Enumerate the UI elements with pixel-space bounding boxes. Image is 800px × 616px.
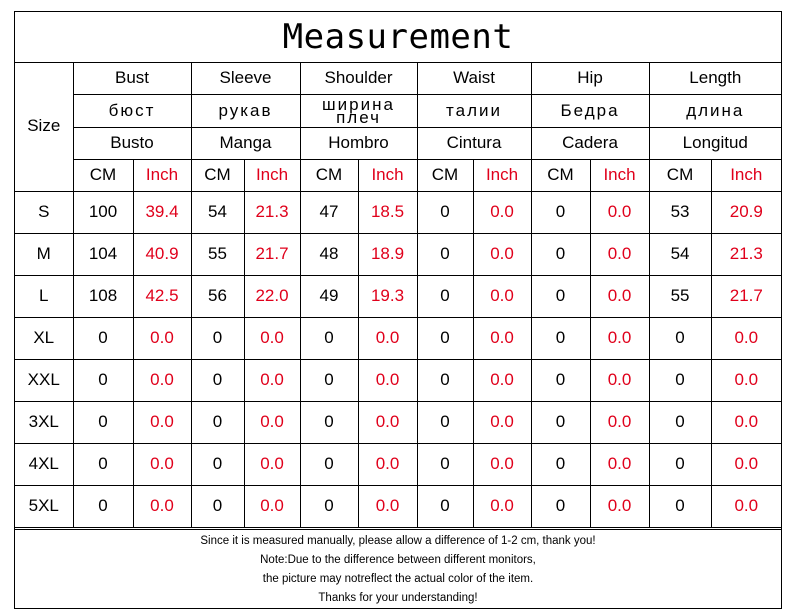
- inch-value-cell: 0.0: [473, 317, 531, 359]
- measurement-chart: [14, 11, 782, 609]
- column-header-waist-es: Cintura: [417, 127, 531, 159]
- inch-value-cell: 0.0: [133, 359, 191, 401]
- inch-value-cell: 0.0: [133, 401, 191, 443]
- inch-value-cell: 0.0: [133, 485, 191, 527]
- cm-value-cell: 0: [649, 485, 711, 527]
- cm-value-cell: 0: [531, 317, 590, 359]
- note-line: the picture may notreflect the actual color of the item.: [262, 572, 534, 585]
- notes-footer: [15, 529, 781, 609]
- inch-value-cell: 0.0: [711, 401, 781, 443]
- inch-value-cell: 0.0: [473, 191, 531, 233]
- column-header-hip-ru: Бедра: [531, 94, 649, 127]
- cm-value-cell: 54: [191, 191, 244, 233]
- inch-value-cell: 40.9: [133, 233, 191, 275]
- table-row: [15, 233, 781, 275]
- note-line: Since it is measured manually, please allow a difference of 1-2 cm, thank you!: [200, 534, 596, 547]
- cm-value-cell: 0: [300, 401, 358, 443]
- column-header-shoulder-ru: ширина плеч: [300, 94, 417, 127]
- size-label: XXL: [15, 359, 73, 401]
- inch-value-cell: 0.0: [473, 233, 531, 275]
- cm-value-cell: 0: [191, 317, 244, 359]
- inch-value-cell: 18.9: [358, 233, 417, 275]
- table-row: [15, 275, 781, 317]
- cm-value-cell: 0: [300, 317, 358, 359]
- unit-cm: CM: [300, 159, 358, 191]
- size-rows: [15, 191, 781, 527]
- inch-value-cell: 0.0: [711, 359, 781, 401]
- cm-value-cell: 0: [191, 359, 244, 401]
- inch-value-cell: 0.0: [590, 443, 649, 485]
- table-row: [15, 359, 781, 401]
- inch-value-cell: 0.0: [590, 485, 649, 527]
- table-row: [15, 191, 781, 233]
- inch-value-cell: 21.7: [244, 233, 300, 275]
- size-label: S: [15, 191, 73, 233]
- column-header-waist-en: Waist: [417, 62, 531, 94]
- inch-value-cell: 0.0: [711, 317, 781, 359]
- cm-value-cell: 104: [73, 233, 133, 275]
- inch-value-cell: 20.9: [711, 191, 781, 233]
- note-line: Thanks for your understanding!: [318, 591, 478, 604]
- cm-value-cell: 0: [73, 443, 133, 485]
- inch-value-cell: 0.0: [473, 275, 531, 317]
- cm-value-cell: 0: [531, 191, 590, 233]
- cm-value-cell: 49: [300, 275, 358, 317]
- header-row-spanish: [15, 127, 781, 159]
- table-row: [15, 317, 781, 359]
- cm-value-cell: 0: [531, 485, 590, 527]
- header-row-english: [15, 62, 781, 94]
- column-header-shoulder-es: Hombro: [300, 127, 417, 159]
- column-header-length-es: Longitud: [649, 127, 781, 159]
- size-table: [15, 62, 781, 528]
- cm-value-cell: 54: [649, 233, 711, 275]
- cm-value-cell: 0: [73, 401, 133, 443]
- inch-value-cell: 19.3: [358, 275, 417, 317]
- cm-value-cell: 0: [417, 485, 473, 527]
- cm-value-cell: 0: [531, 233, 590, 275]
- size-label: 5XL: [15, 485, 73, 527]
- cm-value-cell: 56: [191, 275, 244, 317]
- cm-value-cell: 0: [417, 317, 473, 359]
- inch-value-cell: 0.0: [358, 443, 417, 485]
- cm-value-cell: 0: [73, 317, 133, 359]
- cm-value-cell: 0: [417, 359, 473, 401]
- cm-value-cell: 0: [191, 443, 244, 485]
- cm-value-cell: 0: [649, 359, 711, 401]
- inch-value-cell: 0.0: [473, 485, 531, 527]
- column-header-sleeve-en: Sleeve: [191, 62, 300, 94]
- table-row: [15, 443, 781, 485]
- inch-value-cell: 0.0: [590, 359, 649, 401]
- inch-value-cell: 0.0: [473, 443, 531, 485]
- unit-row: [15, 159, 781, 191]
- unit-inch: Inch: [244, 159, 300, 191]
- header-row-russian: [15, 94, 781, 127]
- cm-value-cell: 0: [300, 485, 358, 527]
- column-header-hip-en: Hip: [531, 62, 649, 94]
- cm-value-cell: 0: [191, 401, 244, 443]
- table-row: [15, 401, 781, 443]
- unit-inch: Inch: [358, 159, 417, 191]
- cm-value-cell: 0: [531, 443, 590, 485]
- cm-value-cell: 108: [73, 275, 133, 317]
- inch-value-cell: 0.0: [244, 443, 300, 485]
- cm-value-cell: 0: [417, 233, 473, 275]
- inch-value-cell: 0.0: [711, 485, 781, 527]
- inch-value-cell: 0.0: [133, 317, 191, 359]
- cm-value-cell: 0: [649, 401, 711, 443]
- cm-value-cell: 0: [191, 485, 244, 527]
- unit-cm: CM: [531, 159, 590, 191]
- inch-value-cell: 0.0: [590, 233, 649, 275]
- inch-value-cell: 21.3: [244, 191, 300, 233]
- inch-value-cell: 0.0: [358, 401, 417, 443]
- cm-value-cell: 48: [300, 233, 358, 275]
- inch-value-cell: 0.0: [244, 359, 300, 401]
- column-header-hip-es: Cadera: [531, 127, 649, 159]
- cm-value-cell: 53: [649, 191, 711, 233]
- cm-value-cell: 0: [300, 359, 358, 401]
- cm-value-cell: 0: [417, 401, 473, 443]
- cm-value-cell: 0: [417, 191, 473, 233]
- unit-cm: CM: [73, 159, 133, 191]
- inch-value-cell: 0.0: [358, 359, 417, 401]
- cm-value-cell: 55: [649, 275, 711, 317]
- size-label: XL: [15, 317, 73, 359]
- column-header-length-ru: длина: [649, 94, 781, 127]
- cm-value-cell: 0: [417, 443, 473, 485]
- inch-value-cell: 18.5: [358, 191, 417, 233]
- cm-value-cell: 0: [531, 401, 590, 443]
- column-header-sleeve-es: Manga: [191, 127, 300, 159]
- note-line: Note:Due to the difference between different monitors,: [260, 553, 536, 566]
- cm-value-cell: 100: [73, 191, 133, 233]
- cm-value-cell: 0: [73, 359, 133, 401]
- inch-value-cell: 0.0: [590, 191, 649, 233]
- cm-value-cell: 0: [649, 317, 711, 359]
- cm-value-cell: 0: [649, 443, 711, 485]
- cm-value-cell: 47: [300, 191, 358, 233]
- column-header-shoulder-en: Shoulder: [300, 62, 417, 94]
- inch-value-cell: 22.0: [244, 275, 300, 317]
- unit-inch: Inch: [590, 159, 649, 191]
- inch-value-cell: 0.0: [473, 401, 531, 443]
- size-column-header: Size: [15, 62, 73, 191]
- size-label: 3XL: [15, 401, 73, 443]
- inch-value-cell: 0.0: [358, 485, 417, 527]
- column-header-waist-ru: талии: [417, 94, 531, 127]
- column-header-length-en: Length: [649, 62, 781, 94]
- size-label: L: [15, 275, 73, 317]
- inch-value-cell: 0.0: [590, 275, 649, 317]
- column-header-bust-ru: бюст: [73, 94, 191, 127]
- column-header-bust-en: Bust: [73, 62, 191, 94]
- unit-inch: Inch: [473, 159, 531, 191]
- inch-value-cell: 0.0: [244, 401, 300, 443]
- cm-value-cell: 0: [417, 275, 473, 317]
- unit-cm: CM: [191, 159, 244, 191]
- inch-value-cell: 42.5: [133, 275, 191, 317]
- chart-title: Measurement: [15, 12, 781, 63]
- unit-cm: CM: [417, 159, 473, 191]
- unit-inch: Inch: [711, 159, 781, 191]
- cm-value-cell: 0: [300, 443, 358, 485]
- size-label: M: [15, 233, 73, 275]
- inch-value-cell: 0.0: [473, 359, 531, 401]
- inch-value-cell: 21.3: [711, 233, 781, 275]
- inch-value-cell: 0.0: [244, 317, 300, 359]
- inch-value-cell: 0.0: [711, 443, 781, 485]
- column-header-sleeve-ru: рукав: [191, 94, 300, 127]
- cm-value-cell: 0: [73, 485, 133, 527]
- inch-value-cell: 0.0: [133, 443, 191, 485]
- inch-value-cell: 0.0: [590, 317, 649, 359]
- inch-value-cell: 0.0: [244, 485, 300, 527]
- size-label: 4XL: [15, 443, 73, 485]
- cm-value-cell: 0: [531, 275, 590, 317]
- cm-value-cell: 55: [191, 233, 244, 275]
- cm-value-cell: 0: [531, 359, 590, 401]
- inch-value-cell: 0.0: [358, 317, 417, 359]
- table-row: [15, 485, 781, 527]
- inch-value-cell: 0.0: [590, 401, 649, 443]
- column-header-bust-es: Busto: [73, 127, 191, 159]
- inch-value-cell: 39.4: [133, 191, 191, 233]
- unit-cm: CM: [649, 159, 711, 191]
- inch-value-cell: 21.7: [711, 275, 781, 317]
- unit-inch: Inch: [133, 159, 191, 191]
